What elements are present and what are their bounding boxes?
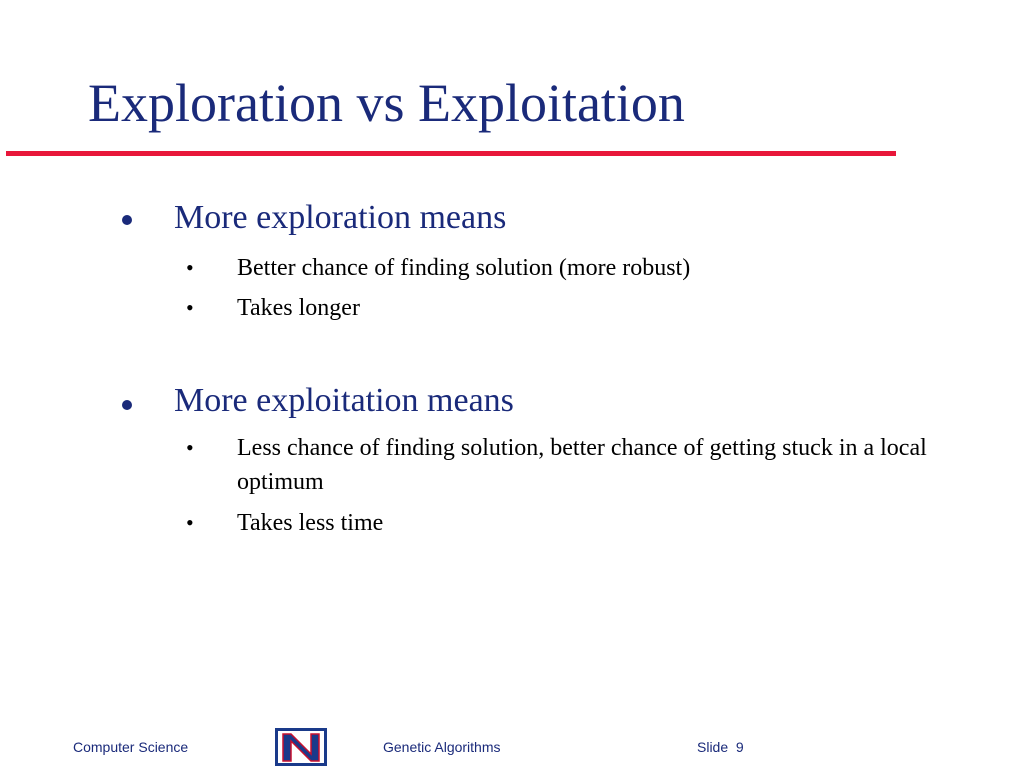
bullet-dot-icon <box>122 400 132 410</box>
sub-bullet-icon: • <box>186 295 194 320</box>
university-logo-icon <box>275 728 327 766</box>
footer-slide-number <box>697 739 744 755</box>
footer-department: Computer Science <box>73 739 189 755</box>
sub-bullet-text: Takes less time <box>237 510 384 536</box>
bullet-heading: More exploration means <box>174 199 507 236</box>
sub-bullet-icon: • <box>186 510 194 535</box>
slide-label: Slide <box>697 739 729 755</box>
sub-bullet-icon: • <box>186 255 194 280</box>
bullet-heading: More exploitation means <box>174 382 514 419</box>
sub-bullet-text: Better chance of finding solution (more robust) <box>237 255 691 281</box>
sub-bullet-text: Takes longer <box>237 295 360 321</box>
slide-number: 9 <box>735 739 744 755</box>
sub-bullet-text: Less chance of finding solution, better chance of getting stuck in a local optimum <box>237 435 927 495</box>
sub-bullet-icon: • <box>186 435 194 460</box>
slide-title: Exploration vs Exploitation <box>88 73 685 133</box>
bullet-dot-icon <box>122 215 132 225</box>
footer-course: Genetic Algorithms <box>383 739 501 755</box>
title-underline <box>6 151 896 156</box>
